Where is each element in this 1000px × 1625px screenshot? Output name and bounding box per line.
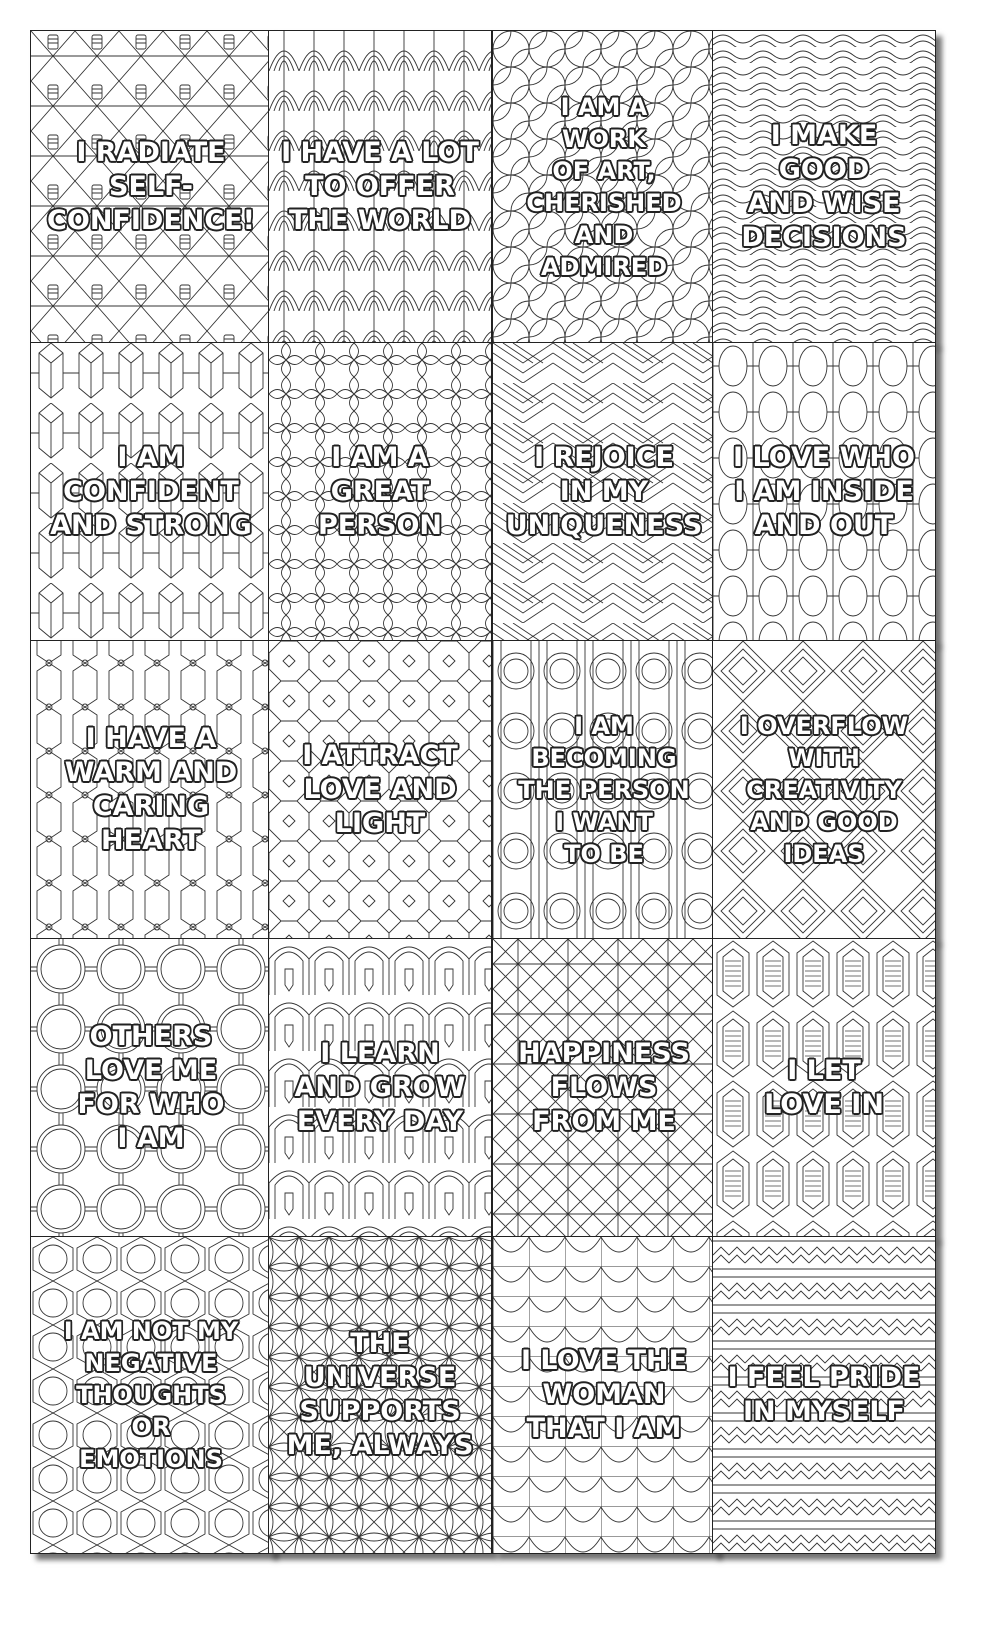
affirmation-text: I MAKE GOOD AND WISE DECISIONS [741,120,907,253]
affirmation-text: OTHERS LOVE ME FOR WHO I AM [77,1021,225,1154]
coloring-page-card [712,342,936,642]
affirmation-text: I REJOICE IN MY UNIQUENESS [505,442,703,541]
coloring-page-card [30,342,272,642]
affirmation-quote [269,641,491,939]
affirmation-quote [493,343,715,641]
affirmation-text: I LOVE THE WOMAN THAT I AM [520,1345,688,1444]
affirmation-quote [713,343,935,641]
affirmation-quote [493,641,715,939]
affirmation-quote [713,939,935,1237]
affirmation-text: I FEEL PRIDE IN MYSELF [727,1362,921,1427]
coloring-page-card [492,938,716,1238]
coloring-page-card [268,1236,492,1554]
affirmation-quote [31,31,271,343]
affirmation-text: I HAVE A WARM AND CARING HEART [64,723,238,856]
coloring-page-card [268,640,492,940]
affirmation-text: I ATTRACT LOVE AND LIGHT [302,740,458,839]
affirmation-text: HAPPINESS FLOWS FROM ME [518,1038,690,1137]
coloring-page-card [492,30,716,344]
coloring-page-card [492,342,716,642]
affirmation-text: THE UNIVERSE SUPPORTS ME, ALWAYS [286,1328,474,1461]
affirmation-text: I AM CONFIDENT AND STRONG [50,442,252,541]
coloring-page-card [492,640,716,940]
affirmation-quote [713,1237,935,1553]
coloring-page-card [712,30,936,344]
affirmation-quote [31,641,271,939]
affirmation-text: I LEARN AND GROW EVERY DAY [294,1038,466,1137]
coloring-page-card [30,1236,272,1554]
affirmation-quote [31,343,271,641]
coloring-page-card [268,30,492,344]
coloring-page-card [30,640,272,940]
affirmation-quote [493,31,715,343]
affirmation-quote [493,939,715,1237]
affirmation-text: I AM A WORK OF ART, CHERISHED AND ADMIRED [526,93,682,281]
affirmation-text: I HAVE A LOT TO OFFER THE WORLD [281,137,479,236]
affirmation-quote [269,939,491,1237]
coloring-page-card [268,938,492,1238]
affirmation-quote [269,343,491,641]
affirmation-quote [269,1237,491,1553]
coloring-page-card [492,1236,716,1554]
coloring-page-card [712,640,936,940]
coloring-page-card [712,1236,936,1554]
coloring-page-card [712,938,936,1238]
affirmation-text: I AM A GREAT PERSON [317,442,443,541]
affirmation-text: I LOVE WHO I AM INSIDE AND OUT [733,442,915,541]
affirmation-quote [713,641,935,939]
affirmation-quote [713,31,935,343]
affirmation-text: I OVERFLOW WITH CREATIVITY AND GOOD IDEAS [739,712,909,868]
affirmation-text: I RADIATE SELF- CONFIDENCE! [47,137,255,236]
affirmation-quote [31,1237,271,1553]
affirmation-quote [493,1237,715,1553]
affirmation-text: I AM NOT MY NEGATIVE THOUGHTS OR EMOTIONS [63,1317,239,1473]
coloring-page-card [30,30,272,344]
affirmation-quote [269,31,491,343]
affirmation-text: I AM BECOMING THE PERSON I WANT TO BE [518,712,690,868]
coloring-page-card [30,938,272,1238]
coloring-page-card [268,342,492,642]
affirmation-quote [31,939,271,1237]
affirmation-text: I LET LOVE IN [764,1055,884,1120]
